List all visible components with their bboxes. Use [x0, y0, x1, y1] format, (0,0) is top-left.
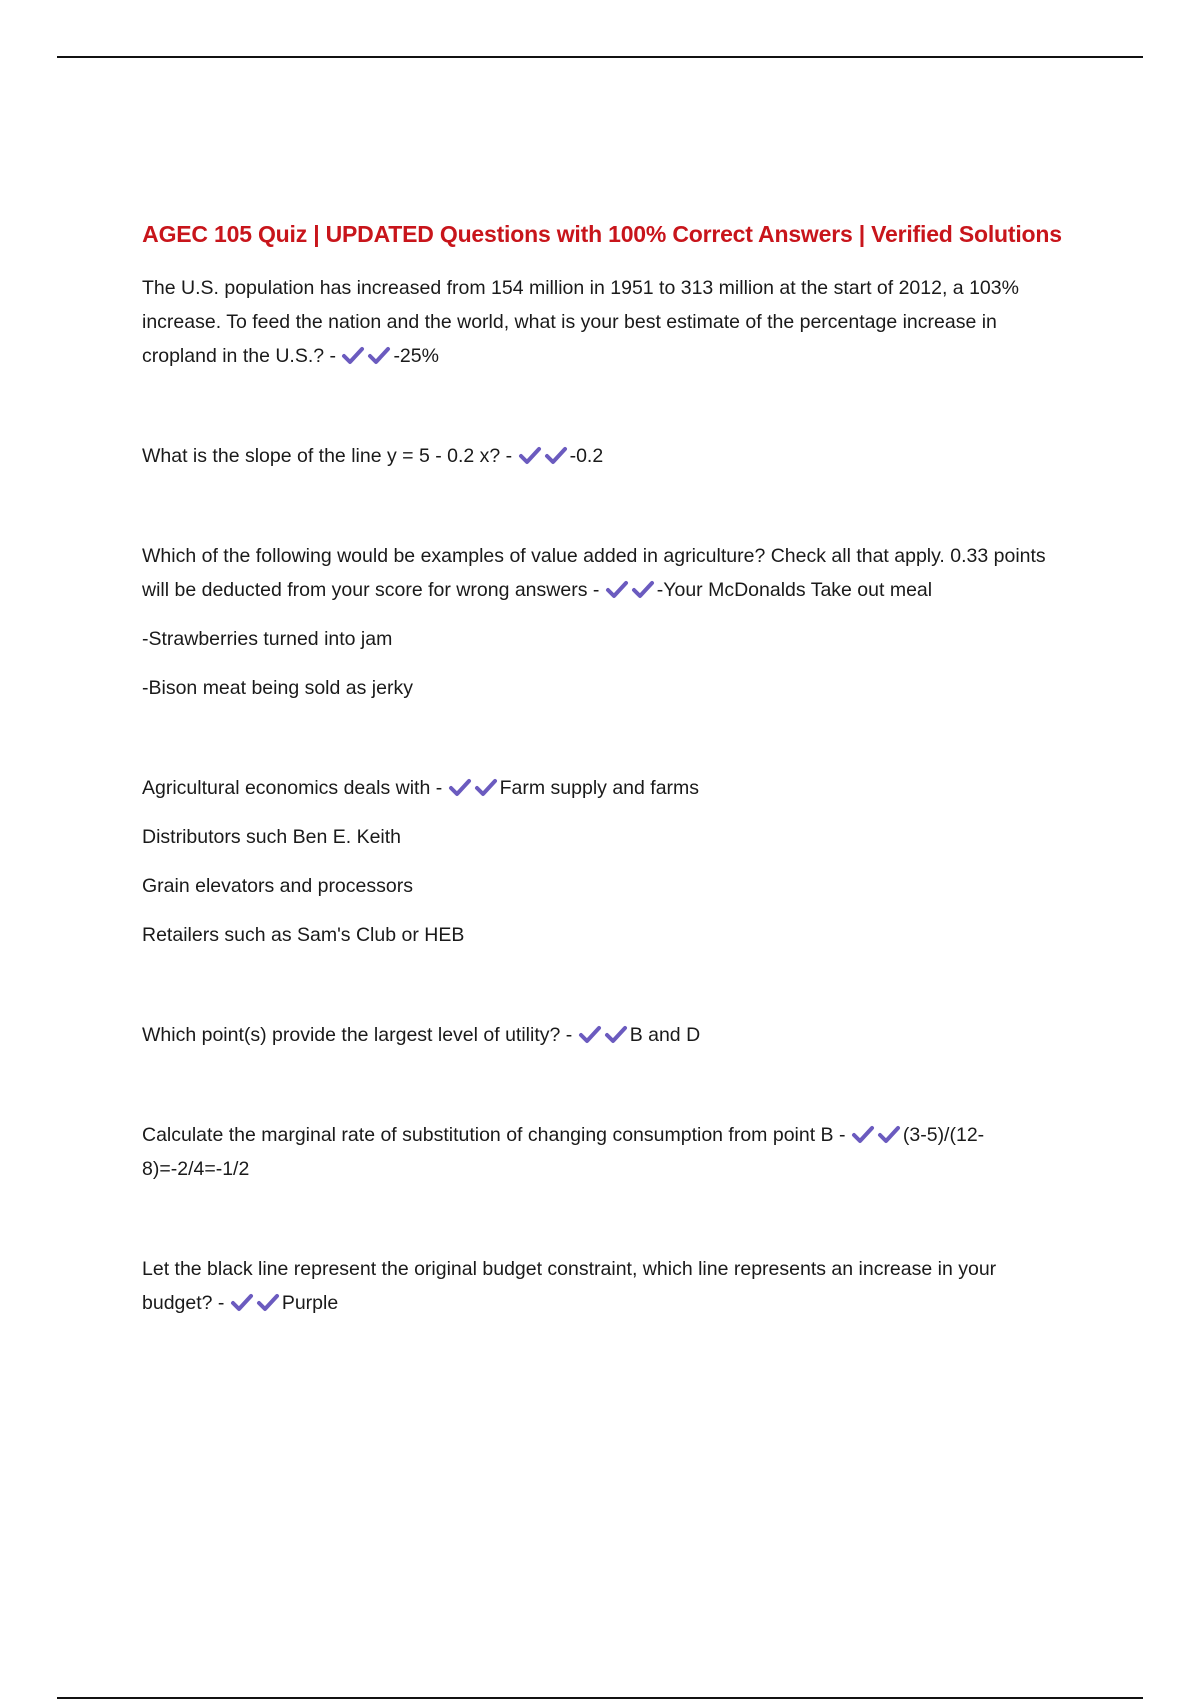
- checkmark-icon: [631, 579, 655, 599]
- checkmark-icon: [474, 777, 498, 797]
- answer-text: -Your McDonalds Take out meal: [656, 579, 933, 601]
- qa-item: [142, 1018, 1062, 1052]
- checkmark-icon: [518, 445, 542, 465]
- question-text: What is the slope of the line y = 5 - 0.2 x? -: [142, 445, 518, 467]
- checkmark-icon: [604, 1024, 628, 1044]
- qa-question-line: [142, 771, 1062, 805]
- qa-item: [142, 539, 1062, 705]
- qa-item: [142, 771, 1062, 952]
- qa-item: [142, 271, 1062, 373]
- answer-line: Distributors such Ben E. Keith: [142, 826, 402, 848]
- qa-question-line: [142, 1018, 1062, 1052]
- qa-question-line: [142, 1252, 1062, 1320]
- checkmark-icon: [877, 1124, 901, 1144]
- qa-question-line: [142, 271, 1062, 373]
- checkmark-icon: [578, 1024, 602, 1044]
- answer-line: Grain elevators and processors: [142, 875, 413, 897]
- question-text: Calculate the marginal rate of substitution of changing consumption from point B -: [142, 1124, 851, 1146]
- footer-rule: [57, 1697, 1143, 1699]
- question-text: Which point(s) provide the largest level of utility? -: [142, 1024, 578, 1046]
- question-text: The U.S. population has increased from 154 million in 1951 to 313 million at the start of 2012, a 103% increase. To feed the nation and the world, what is your best estimate of the percentage increase in cropland in the U.S.? -: [142, 277, 1019, 367]
- question-text: Agricultural economics deals with -: [142, 777, 448, 799]
- checkmark-icon: [230, 1292, 254, 1312]
- checkmark-icon: [544, 445, 568, 465]
- answer-text: (3-5)/(12-8)=-2/4=-1/2: [142, 1124, 985, 1180]
- checkmark-icon: [341, 345, 365, 365]
- header-rule: [57, 56, 1143, 58]
- qa-item: [142, 1118, 1062, 1186]
- qa-question-line: [142, 1118, 1062, 1186]
- qa-list: [142, 271, 1062, 1320]
- qa-item: [142, 1252, 1062, 1320]
- checkmark-icon: [367, 345, 391, 365]
- question-text: Let the black line represent the original budget constraint, which line represents an increase in your budget? -: [142, 1258, 997, 1314]
- answer-line: -Bison meat being sold as jerky: [142, 677, 413, 699]
- document-body: [142, 215, 1062, 1320]
- qa-item: [142, 439, 1062, 473]
- document-title: AGEC 105 Quiz | UPDATED Questions with 100% Correct Answers | Verified Solutions: [142, 221, 1062, 247]
- answer-text: B and D: [629, 1024, 701, 1046]
- answer-text: -0.2: [569, 445, 604, 467]
- answer-text: Farm supply and farms: [499, 777, 700, 799]
- qa-question-line: [142, 439, 1062, 473]
- qa-question-line: [142, 539, 1062, 607]
- answer-line: Retailers such as Sam's Club or HEB: [142, 924, 465, 946]
- checkmark-icon: [851, 1124, 875, 1144]
- question-text: Which of the following would be examples of value added in agriculture? Check all that apply. 0.33 points will be deducted from your score for wrong answers -: [142, 545, 1046, 601]
- checkmark-icon: [605, 579, 629, 599]
- answer-text: Purple: [281, 1292, 339, 1314]
- answer-text: -25%: [393, 345, 439, 367]
- checkmark-icon: [448, 777, 472, 797]
- checkmark-icon: [256, 1292, 280, 1312]
- answer-line: -Strawberries turned into jam: [142, 628, 393, 650]
